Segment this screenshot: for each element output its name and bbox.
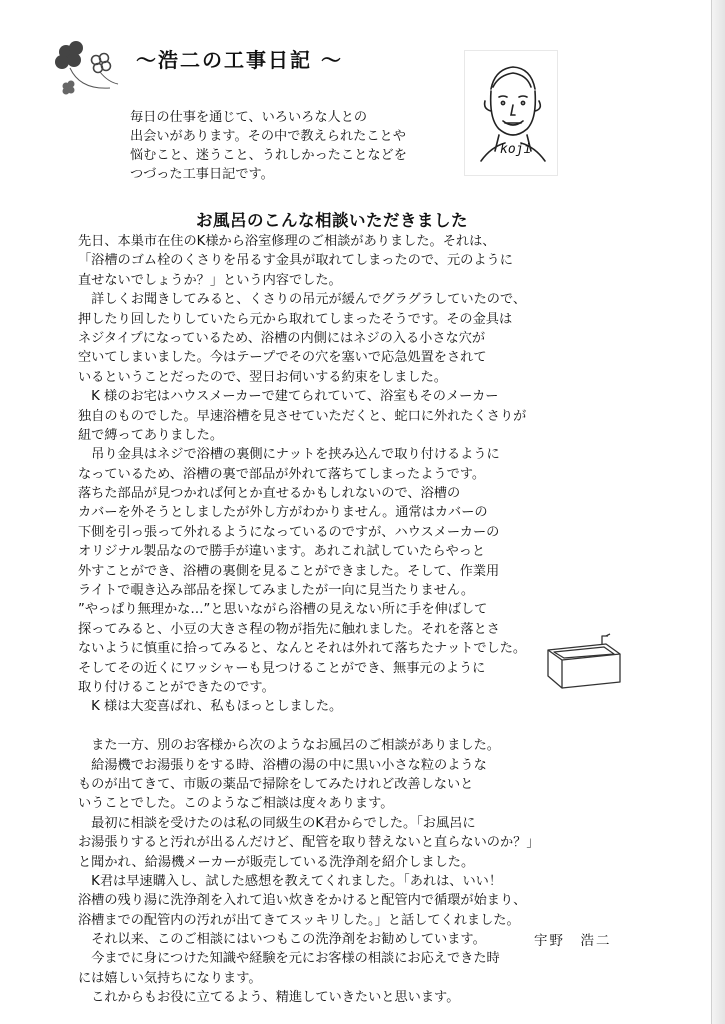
body-line: これからもお役に立てるよう、精進していきたいと思います。 xyxy=(78,990,460,1006)
body-line: には嬉しい気持ちになります。 xyxy=(78,970,262,986)
body-line: と聞かれ、給湯機メーカーが販売している洗浄剤を紹介しました。 xyxy=(78,854,475,870)
article-body xyxy=(78,232,678,1008)
scan-edge-shadow xyxy=(711,0,725,1024)
body-line: 探ってみると、小豆の大きさ程の物が指先に触れました。それを落とさ xyxy=(78,621,500,637)
body-line: 最初に相談を受けたのは私の同級生のK君からでした。「お風呂に xyxy=(78,815,476,831)
body-line: 空いてしまいました。今はテープでその穴を塞いで応急処置をされて xyxy=(78,350,487,366)
body-line: 紐で縛ってありました。 xyxy=(78,427,224,443)
body-line: いうことでした。このようなご相談は度々あります。 xyxy=(78,796,394,812)
body-line: 外すことができ、浴槽の裏側を見ることができました。そして、作業用 xyxy=(78,563,500,579)
body-line: 落ちた部品が見つかれば何とか直せるかもしれないので、浴槽の xyxy=(78,486,461,502)
body-line: オリジナル製品なので勝手が違います。あれこれ試していたらやっと xyxy=(78,544,486,560)
body-line: 吊り金具はネジで浴槽の裏側にナットを挟み込んで取り付けるように xyxy=(78,447,500,463)
body-line: 下側を引っ張って外れるようになっているのですが、ハウスメーカーの xyxy=(78,524,500,540)
intro-line: 悩むこと、迷うこと、うれしかったことなどを xyxy=(130,148,407,163)
body-line: 取り付けることができたのです。 xyxy=(78,679,275,695)
body-line: 浴槽までの配管内の汚れが出てきてスッキリした。」と話してくれました。 xyxy=(78,912,520,928)
body-line: ないように慎重に拾ってみると、なんとそれは外れて落ちたナットでした。 xyxy=(78,641,527,657)
body-line: ライトで覗き込み部品を探してみましたが一向に見当たりません。 xyxy=(78,583,475,599)
body-line: そしてその近くにワッシャーも見つけることができ、無事元のように xyxy=(78,660,486,676)
body-line: なっているため、浴槽の裏で部品が外れて落ちてしまったようです。 xyxy=(78,466,486,482)
body-line: 「浴槽のゴム栓のくさりを吊るす金具が取れてしまったので、元のように xyxy=(78,253,513,269)
body-line: K 様は大変喜ばれ、私もほっとしました。 xyxy=(78,699,343,715)
intro-line: 出会いがあります。その中で教えられたことや xyxy=(130,129,406,144)
author-portrait xyxy=(464,50,558,176)
body-line: ネジタイプになっているため、浴槽の内側にはネジの入る小さな穴が xyxy=(78,330,486,346)
bathtub-icon xyxy=(544,632,624,692)
body-line: いるということだったので、翌日お伺いする約束をしました。 xyxy=(78,369,447,385)
body-line: 直せないでしょうか？」という内容でした。 xyxy=(78,272,342,288)
body-blank-line xyxy=(78,717,678,736)
body-line: 先日、本巣市在住のK様から浴室修理のご相談がありました。それは、 xyxy=(78,234,496,249)
body-line: K君は早速購入し、試した感想を教えてくれました。「あれは、いい！ xyxy=(78,873,503,889)
article-heading: お風呂のこんな相談いただきました xyxy=(196,211,468,230)
intro-line: 毎日の仕事を通じて、いろいろな人との xyxy=(130,110,368,125)
body-line: 押したり回したりしていたら元から取れてしまったそうです。その金具は xyxy=(78,311,513,327)
body-line: それ以来、このご相談にはいつもこの洗浄剤をお勧めしています。 xyxy=(78,932,486,948)
body-line: カバーを外そうとしましたが外し方がわかりません。通常はカバーの xyxy=(78,505,488,521)
body-line: 浴槽の残り湯に洗浄剤を入れて追い炊きをかけると配管内で循環が始まり、 xyxy=(78,893,527,909)
body-line: 詳しくお聞きしてみると、くさりの吊元が緩んでグラグラしていたので、 xyxy=(78,292,527,308)
body-line: お湯張りすると汚れが出るんだけど、配管を取り替えないと直らないのか？」 xyxy=(78,835,540,851)
portrait-label: koji xyxy=(500,142,532,157)
body-line: 今までに身につけた知識や経験を元にお客様の相談にお応えできた時 xyxy=(78,951,500,967)
body-line: ものが出てきて、市販の薬品で掃除をしてみたけれど改善しないと xyxy=(78,776,474,792)
body-line: 独自のものでした。早速浴槽を見させていただくと、蛇口に外れたくさりが xyxy=(78,408,527,424)
body-line: 給湯機でお湯張りをする時、浴槽の湯の中に黒い小さな粒のような xyxy=(78,757,487,773)
body-line: また一方、別のお客様から次のようなお風呂のご相談がありました。 xyxy=(78,738,500,754)
intro-line: つづった工事日記です。 xyxy=(130,167,274,182)
clover-decoration-icon xyxy=(52,38,132,108)
author-signature: 宇野 浩二 xyxy=(534,933,612,949)
diary-title: ～浩二の工事日記 ～ xyxy=(136,48,343,72)
body-line: ”やっぱり無理かな…”と思いながら浴槽の見えない所に手を伸ばして xyxy=(78,602,488,618)
body-line: K 様のお宅はハウスメーカーで建てられていて、浴室もそのメーカー xyxy=(78,389,499,405)
intro-text xyxy=(130,108,450,184)
